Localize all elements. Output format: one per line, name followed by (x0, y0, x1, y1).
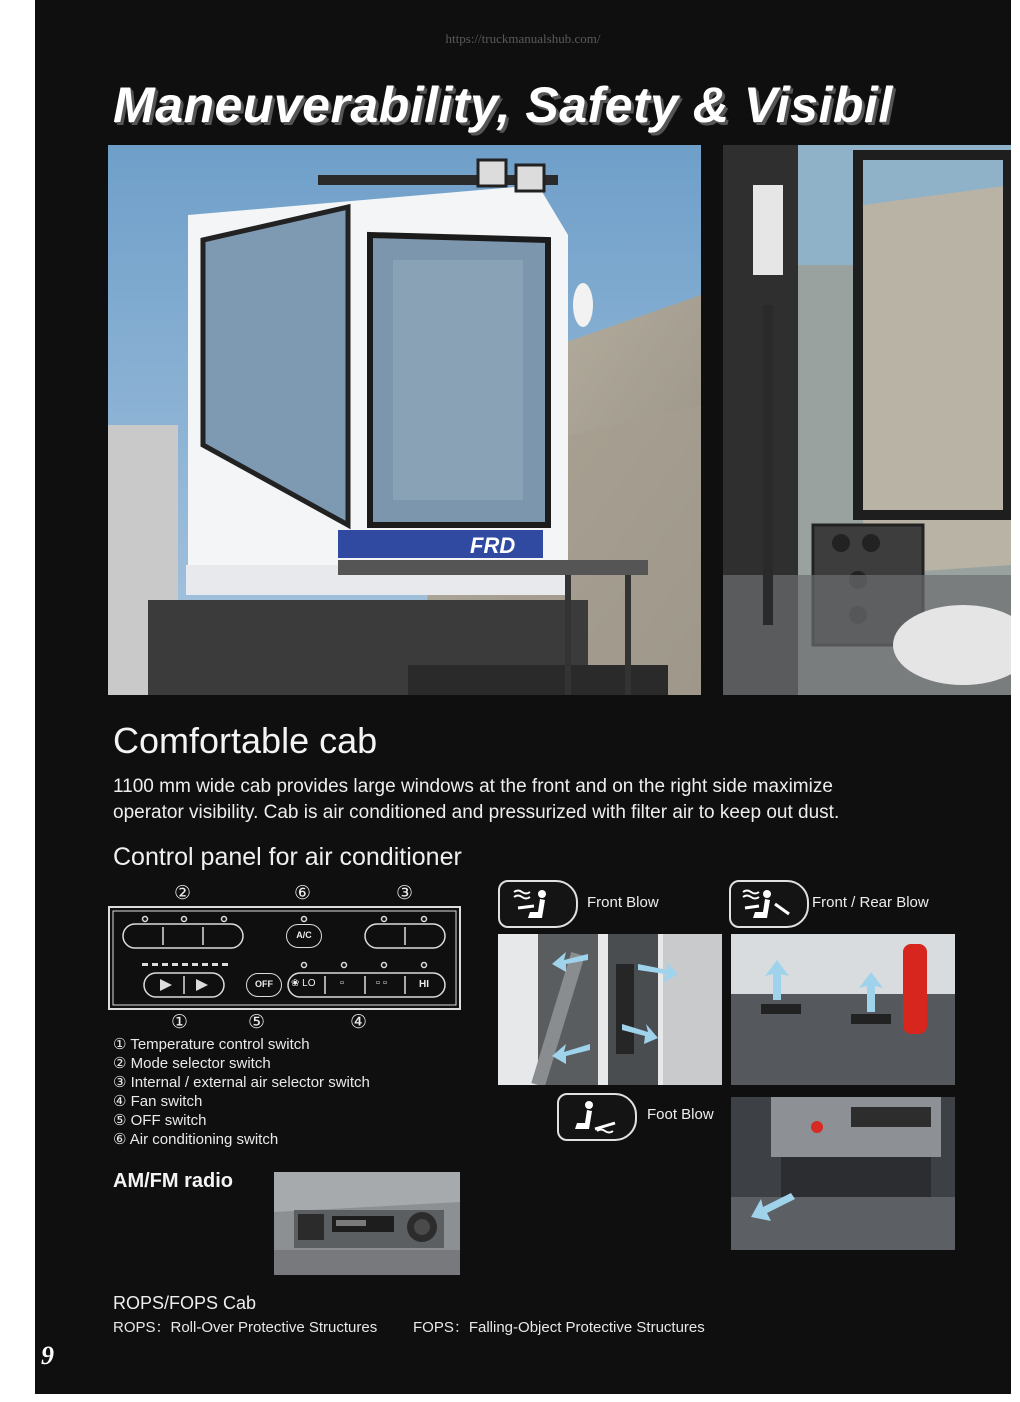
control-panel-title: Control panel for air conditioner (113, 843, 462, 871)
legend-item: ③ Internal / external air selector switch (113, 1074, 370, 1091)
front-blow-label: Front Blow (587, 894, 659, 911)
marker-6: ⑥ (294, 883, 312, 904)
legend-item: ④ Fan switch (113, 1093, 203, 1110)
foot-blow-photo (731, 1097, 955, 1250)
ac-control-panel-diagram (108, 906, 461, 1010)
cab-exterior-photo (108, 145, 701, 695)
front-blow-photo (498, 934, 722, 1085)
foot-blow-label: Foot Blow (647, 1106, 714, 1123)
cab-logo: FRD (470, 533, 516, 558)
off-button[interactable] (246, 973, 282, 997)
control-legend (113, 1035, 370, 1149)
front-blow-icon (498, 880, 578, 928)
headline: Maneuverability, Safety & Visibil (113, 77, 893, 133)
comfortable-cab-body-line-1: 1100 mm wide cab provides large windows at the front and on the right side maximize (113, 776, 833, 797)
rops-definition: ROPS：Roll-Over Protective Structures (113, 1319, 378, 1336)
ac-button-label: A/C (296, 930, 312, 940)
legend-item: ⑥ Air conditioning switch (113, 1131, 279, 1148)
marker-4: ④ (350, 1012, 368, 1033)
comfortable-cab-body-line-2: operator visibility. Cab is air conditioned and pressurized with filter air to keep out dust. (113, 802, 840, 823)
fan-speed-3-label: ▫ ▫ (376, 977, 387, 989)
fan-speed-2-label: ▫ (340, 977, 344, 989)
rops-fops-title: ROPS/FOPS Cab (113, 1293, 257, 1313)
off-button-label: OFF (255, 979, 273, 989)
radio-photo (274, 1172, 460, 1275)
front-rear-blow-label: Front / Rear Blow (812, 894, 929, 911)
cab-interior-photo (723, 145, 1011, 695)
fops-definition: FOPS：Falling-Object Protective Structures (413, 1319, 705, 1336)
fan-lo-label: ❀ LO (291, 978, 316, 989)
legend-item: ① Temperature control switch (113, 1036, 310, 1053)
legend-item: ② Mode selector switch (113, 1055, 271, 1072)
brochure-page (35, 0, 1011, 1394)
foot-blow-icon (557, 1093, 637, 1141)
page-number: 9 (41, 1341, 54, 1370)
ac-button[interactable] (286, 924, 322, 948)
marker-2: ② (174, 883, 192, 904)
front-rear-blow-icon (729, 880, 809, 928)
marker-3: ③ (396, 883, 414, 904)
front-rear-blow-photo (731, 934, 955, 1085)
legend-item: ⑤ OFF switch (113, 1112, 207, 1129)
marker-1: ① (171, 1012, 189, 1033)
radio-title: AM/FM radio (113, 1170, 233, 1192)
comfortable-cab-title: Comfortable cab (113, 720, 378, 761)
source-url: https://truckmanualshub.com/ (445, 31, 601, 46)
marker-5: ⑤ (248, 1012, 266, 1033)
fan-hi-label: HI (419, 979, 429, 990)
